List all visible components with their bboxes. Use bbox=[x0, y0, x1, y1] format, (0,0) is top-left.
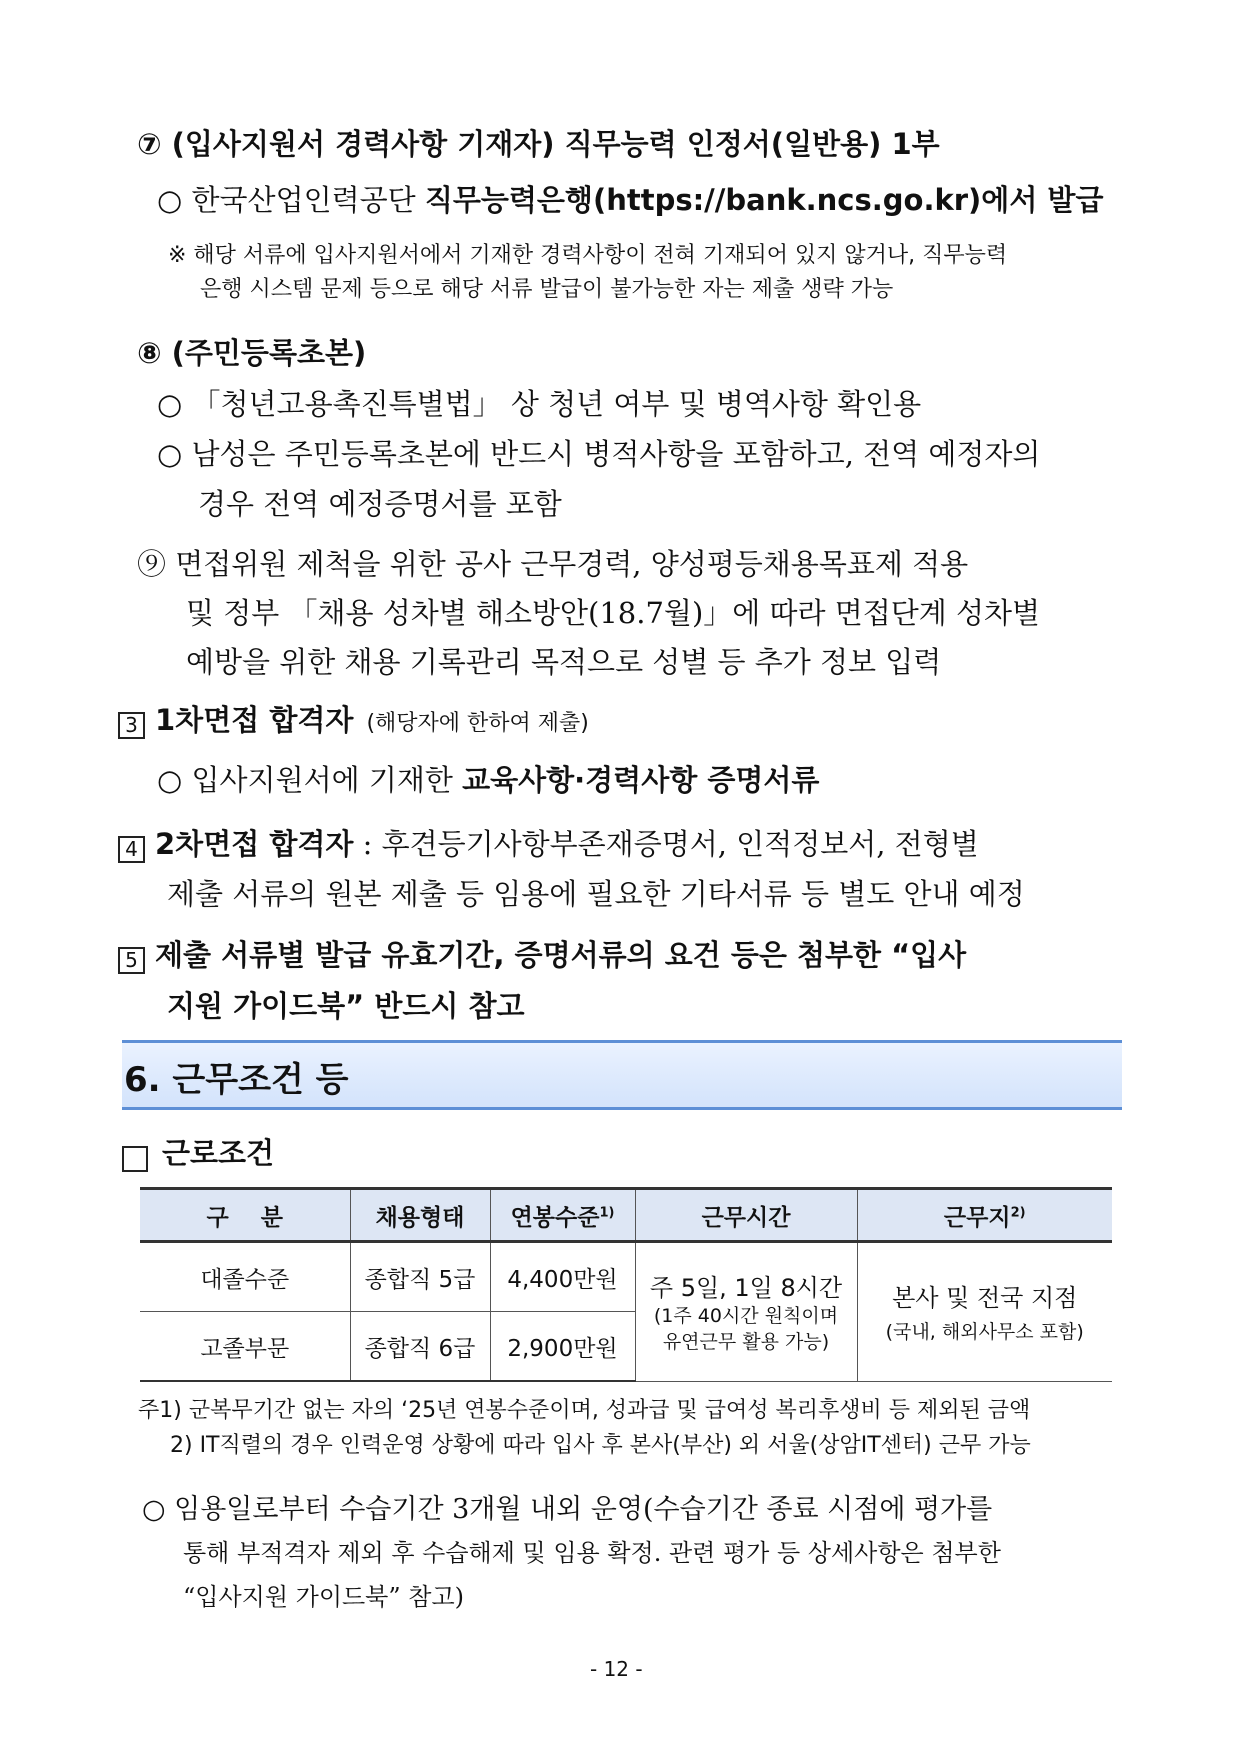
box5-line2: 지원 가이드북” 반드시 참고 bbox=[167, 989, 525, 1023]
box3-heading bbox=[118, 698, 589, 739]
item9-line2: 및 정부 「채용 성차별 해소방안(18.7월)」에 따라 면접단계 성차별 bbox=[186, 596, 1041, 630]
hours-sub1: (1주 40시간 원칙이며 bbox=[653, 1305, 839, 1328]
row2-type: 종합직 6급 bbox=[350, 1312, 490, 1382]
probation-line3: “입사지원 가이드북” 참고) bbox=[183, 1583, 464, 1611]
row1-category: 대졸수준 bbox=[140, 1242, 350, 1312]
header-salary bbox=[490, 1189, 635, 1242]
header-place-label: 근무지 bbox=[943, 1204, 1011, 1231]
table-row bbox=[140, 1242, 1112, 1312]
header-place-footnote: 2) bbox=[1010, 1204, 1026, 1220]
box4-line1-rest: : 후견등기사항부존재증명서, 인적정보서, 전형별 bbox=[353, 827, 979, 861]
item7-bullet-bold: 직무능력은행(https://bank.ncs.go.kr)에서 발급 bbox=[424, 183, 1104, 217]
item9-line3: 예방을 위한 채용 기록관리 목적으로 성별 등 추가 정보 입력 bbox=[186, 645, 942, 679]
table-header-row bbox=[140, 1189, 1112, 1242]
hours-main: 주 5일, 1일 8시간 bbox=[649, 1274, 843, 1303]
box3-bullet-text: ○ 입사지원서에 기재한 bbox=[157, 763, 463, 797]
place-cell bbox=[857, 1242, 1112, 1382]
place-main: 본사 및 전국 지점 bbox=[892, 1284, 1078, 1313]
section6-header bbox=[122, 1040, 1122, 1110]
box3-subtitle: (해당자에 한하여 제출) bbox=[366, 711, 589, 736]
box3-title: 1차면접 합격자 bbox=[155, 703, 354, 737]
header-salary-footnote: 1) bbox=[599, 1204, 615, 1220]
hours-sub2: 유연근무 활용 가능) bbox=[662, 1331, 830, 1354]
footnote-1: 주1) 군복무기간 없는 자의 ‘25년 연봉수준이며, 성과급 및 급여성 복리후생비 등 제외된 금액 bbox=[138, 1398, 1031, 1423]
row1-salary: 4,400만원 bbox=[490, 1242, 635, 1312]
footnote-2: 2) IT직렬의 경우 인력운영 상황에 따라 입사 후 본사(부산) 외 서울(상암IT센터) 근무 가능 bbox=[170, 1433, 1031, 1458]
probation-line2: 통해 부적격자 제외 후 수습해제 및 임용 확정. 관련 평가 등 상세사항은 첨부한 bbox=[183, 1539, 1001, 1567]
box5-line1: 제출 서류별 발급 유효기간, 증명서류의 요건 등은 첨부한 “입사 bbox=[155, 938, 967, 972]
probation-line1: ○ 임용일로부터 수습기간 3개월 내외 운영(수습기간 종료 시점에 평가를 bbox=[142, 1494, 993, 1525]
box3-bullet-bold: 교육사항·경력사항 증명서류 bbox=[462, 763, 820, 797]
item9-line1: ⑨ 면접위원 제척을 위한 공사 근무경력, 양성평등채용목표제 적용 bbox=[137, 547, 969, 581]
item7-note-line2: 은행 시스템 문제 등으로 해당 서류 발급이 불가능한 자는 제출 생략 가능 bbox=[200, 277, 894, 302]
header-place bbox=[857, 1189, 1112, 1242]
box5-heading bbox=[118, 933, 966, 974]
conditions-heading-text: 근로조건 bbox=[162, 1136, 275, 1170]
header-category: 구 분 bbox=[140, 1189, 350, 1242]
row1-type: 종합직 5급 bbox=[350, 1242, 490, 1312]
item7-title: ⑦ (입사지원서 경력사항 기재자) 직무능력 인정서(일반용) 1부 bbox=[137, 127, 940, 161]
checkbox-square-icon bbox=[122, 1146, 148, 1172]
place-sub: (국내, 해외사무소 포함) bbox=[885, 1321, 1084, 1344]
item8-bullet2-line1: ○ 남성은 주민등록초본에 반드시 병적사항을 포함하고, 전역 예정자의 bbox=[157, 437, 1041, 471]
row2-category: 고졸부문 bbox=[140, 1312, 350, 1382]
row2-salary: 2,900만원 bbox=[490, 1312, 635, 1382]
conditions-table bbox=[140, 1187, 1112, 1382]
item8-bullet1: ○ 「청년고용촉진특별법」 상 청년 여부 및 병역사항 확인용 bbox=[157, 387, 922, 421]
item7-bullet-text: ○ 한국산업인력공단 bbox=[157, 183, 425, 217]
item8-bullet2-line2: 경우 전역 예정증명서를 포함 bbox=[198, 487, 562, 521]
conditions-heading bbox=[122, 1131, 274, 1172]
box5-number: 5 bbox=[118, 947, 145, 974]
box3-number: 3 bbox=[118, 712, 145, 739]
page-number: - 12 - bbox=[590, 1657, 643, 1681]
header-hours: 근무시간 bbox=[635, 1189, 857, 1242]
header-salary-label: 연봉수준 bbox=[510, 1204, 600, 1231]
header-type: 채용형태 bbox=[350, 1189, 490, 1242]
box4-line2: 제출 서류의 원본 제출 등 임용에 필요한 기타서류 등 별도 안내 예정 bbox=[167, 877, 1025, 911]
item7-bullet bbox=[157, 178, 1103, 219]
box4-number: 4 bbox=[118, 836, 145, 863]
box4-heading bbox=[118, 822, 979, 863]
item7-note-line1: ※ 해당 서류에 입사지원서에서 기재한 경력사항이 전혀 기재되어 있지 않거나, 직무능력 bbox=[168, 243, 1008, 268]
box3-bullet bbox=[157, 758, 819, 799]
hours-cell bbox=[635, 1242, 857, 1382]
section6-title: 6. 근무조건 등 bbox=[124, 1060, 349, 1100]
item8-title: ⑧ (주민등록초본) bbox=[137, 336, 367, 370]
box4-title: 2차면접 합격자 bbox=[155, 827, 354, 861]
